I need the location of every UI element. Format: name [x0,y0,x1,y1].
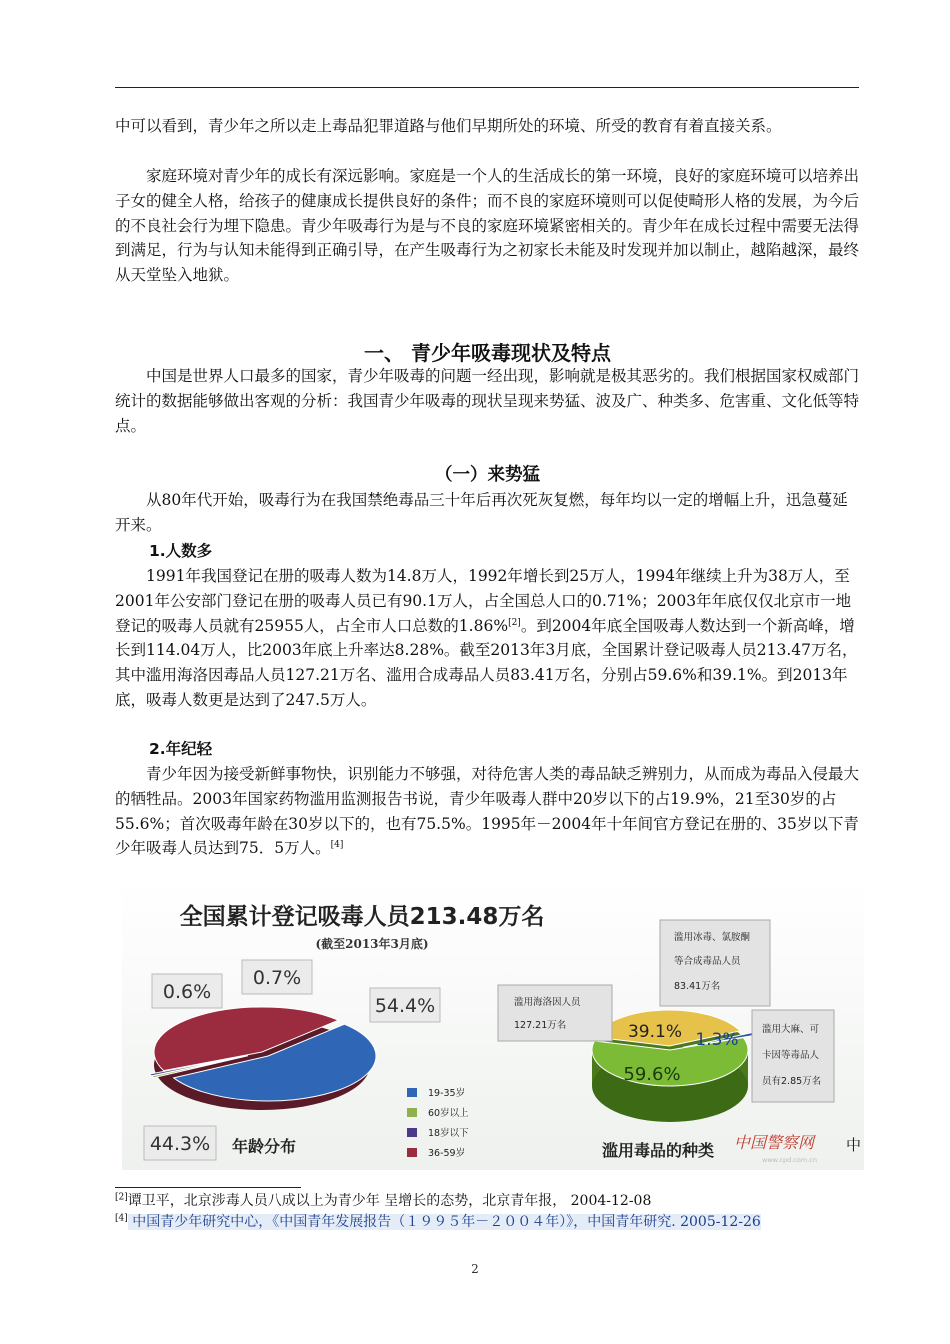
footnote-4-text[interactable]: 中国青少年研究中心，《中国青年发展报告（１９９５年－２００４年）》，中国青年研究. 2005-12-26 [127,1214,761,1230]
drug-label-cannabis: 1.3% [695,1030,739,1050]
legend-label-36-59: 36-59岁 [428,1148,466,1159]
legend-swatch-under-18 [407,1128,417,1137]
paragraph-4: 从80年代开始，吸毒行为在我国禁绝毒品三十年后再次死灰复燃，每年均以一定的增幅上升，迅急蔓延开来。 [115,491,848,534]
paragraph-5 [115,564,860,713]
infographic [122,882,864,1170]
figure-trailing-char: 中 [846,1136,862,1154]
legend-label-19-35: 19-35岁 [428,1088,466,1099]
drug-label-synthetic: 39.1% [627,1022,683,1042]
age-label-36-59: 44.3% [149,1133,211,1155]
heroin-annotation-box [498,985,612,1041]
footnote-ref-2[interactable]: [2] [508,617,521,628]
legend-swatch-19-35 [407,1088,417,1097]
figure-title: 全国累计登记吸毒人员213.48万名 [179,904,545,930]
sub-heading-2: 2.年纪轻 [149,740,213,758]
legend-swatch-60-plus [407,1108,417,1117]
footnote-2-mark: [2] [115,1192,128,1203]
synthetic-annotation-line1: 滥用冰毒、氯胺酮 [674,932,751,943]
drug-statistics-figure [122,882,864,1170]
footnote-4-mark: [4] [115,1213,128,1224]
age-caption: 年龄分布 [232,1137,297,1156]
paragraph-5-text-a: 1991年我国登记在册的吸毒人数为14.8万人，1992年增长到25万人，1994年继续上升为38万人，至2001年公安部门登记在册的吸毒人员已有90.1万人，占全国总人口的0.71%；2003年年底仅仅北京市一地登记的吸毒人员就有25955人，占全市人口总数的1.86% [115,567,852,635]
age-label-19-35: 54.4% [374,995,436,1017]
age-label-60-plus: 0.6% [162,981,212,1003]
legend-label-60-plus: 60岁以上 [428,1108,469,1119]
paragraph-6 [115,762,860,861]
paragraph-2: 家庭环境对青少年的成长有深远影响。家庭是一个人的生活成长的第一环境，良好的家庭环境可以培养出子女的健全人格，给孩子的健康成长提供良好的条件；而不良的家庭环境则可以促使畸形人格的发展，为今后的不良社会行为埋下隐患。青少年吸毒行为是与不良的家庭环境紧密相关的。青少年在成长过程中需要无法得到满足，行为与认知未能得到正确引导，在产生吸毒行为之初家长未能及时发现并加以制止，越陷越深，最终从天堂坠入地狱。 [115,167,860,285]
watermark-url: www.cpd.com.cn [762,1156,817,1164]
legend-label-under-18: 18岁以下 [428,1128,469,1139]
paragraph-3: 中国是世界人口最多的国家，青少年吸毒的问题一经出现，影响就是极其恶劣的。我们根据国家权威部门统计的数据能够做出客观的分析：我国青少年吸毒的现状呈现来势猛、波及广、种类多、危害重、文化低等特点。 [115,367,860,435]
cannabis-annotation-line3: 员有2.85万名 [762,1076,822,1087]
header-rule [115,87,859,88]
footnote-4 [115,1213,761,1231]
cannabis-annotation-line2: 卡因等毒品人 [762,1050,820,1061]
paragraph-6-text: 青少年因为接受新鲜事物快，识别能力不够强，对待危害人类的毒品缺乏辨别力，从而成为毒品入侵最大的牺牲品。2003年国家药物滥用监测报告书说，青少年吸毒人群中20岁以下的占19.9%，21至30岁的占55.6%；首次吸毒年龄在30岁以下的，也有75.5%。1995年－2004年十年间官方登记在册的、35岁以下青少年吸毒人员达到75．5万人。 [115,765,860,858]
heroin-annotation-line1: 滥用海洛因人员 [514,997,581,1008]
footnote-ref-4[interactable]: [4] [330,840,344,851]
cannabis-annotation-line1: 滥用大麻、可 [762,1024,820,1035]
age-label-under-18: 0.7% [252,967,302,989]
synthetic-annotation-line2: 等合成毒品人员 [674,956,741,967]
page-number: 2 [471,1262,479,1276]
paragraph-1: 中可以看到，青少年之所以走上毒品犯罪道路与他们早期所处的环境、所受的教育有着直接关系。 [115,117,782,135]
footnote-rule [115,1187,301,1188]
footnote-2-text: 谭卫平，北京涉毒人员八成以上为青少年 呈增长的态势，北京青年报， 2004-12-08 [127,1193,652,1209]
sub-heading-1: 1.人数多 [149,542,213,560]
paragraph-5-text-b: 。到2004年底全国吸毒人数达到一个新高峰，增长到114.04万人，比2003年底上升率达8.28%。截至2013年3月底，全国累计登记吸毒人员213.47万名，其中滥用海洛因毒品人员127.21万名、滥用合成毒品人员83.41万名，分别占59.6%和39.1%。到2013年底，吸毒人数更是达到了247.5万人。 [115,616,858,709]
footnote-2 [115,1192,651,1210]
watermark-logo: 中国警察网 [734,1133,815,1152]
heroin-annotation-line2: 127.21万名 [514,1020,567,1031]
section-heading: 一、 青少年吸毒现状及特点 [364,341,611,365]
legend-swatch-36-59 [407,1148,417,1157]
drug-label-heroin: 59.6% [623,1064,681,1085]
synthetic-annotation-line3: 83.41万名 [674,981,721,992]
drug-caption: 滥用毒品的种类 [602,1141,715,1160]
subsection-heading: （一）来势猛 [435,465,540,485]
figure-subtitle: (截至2013年3月底) [315,937,429,951]
